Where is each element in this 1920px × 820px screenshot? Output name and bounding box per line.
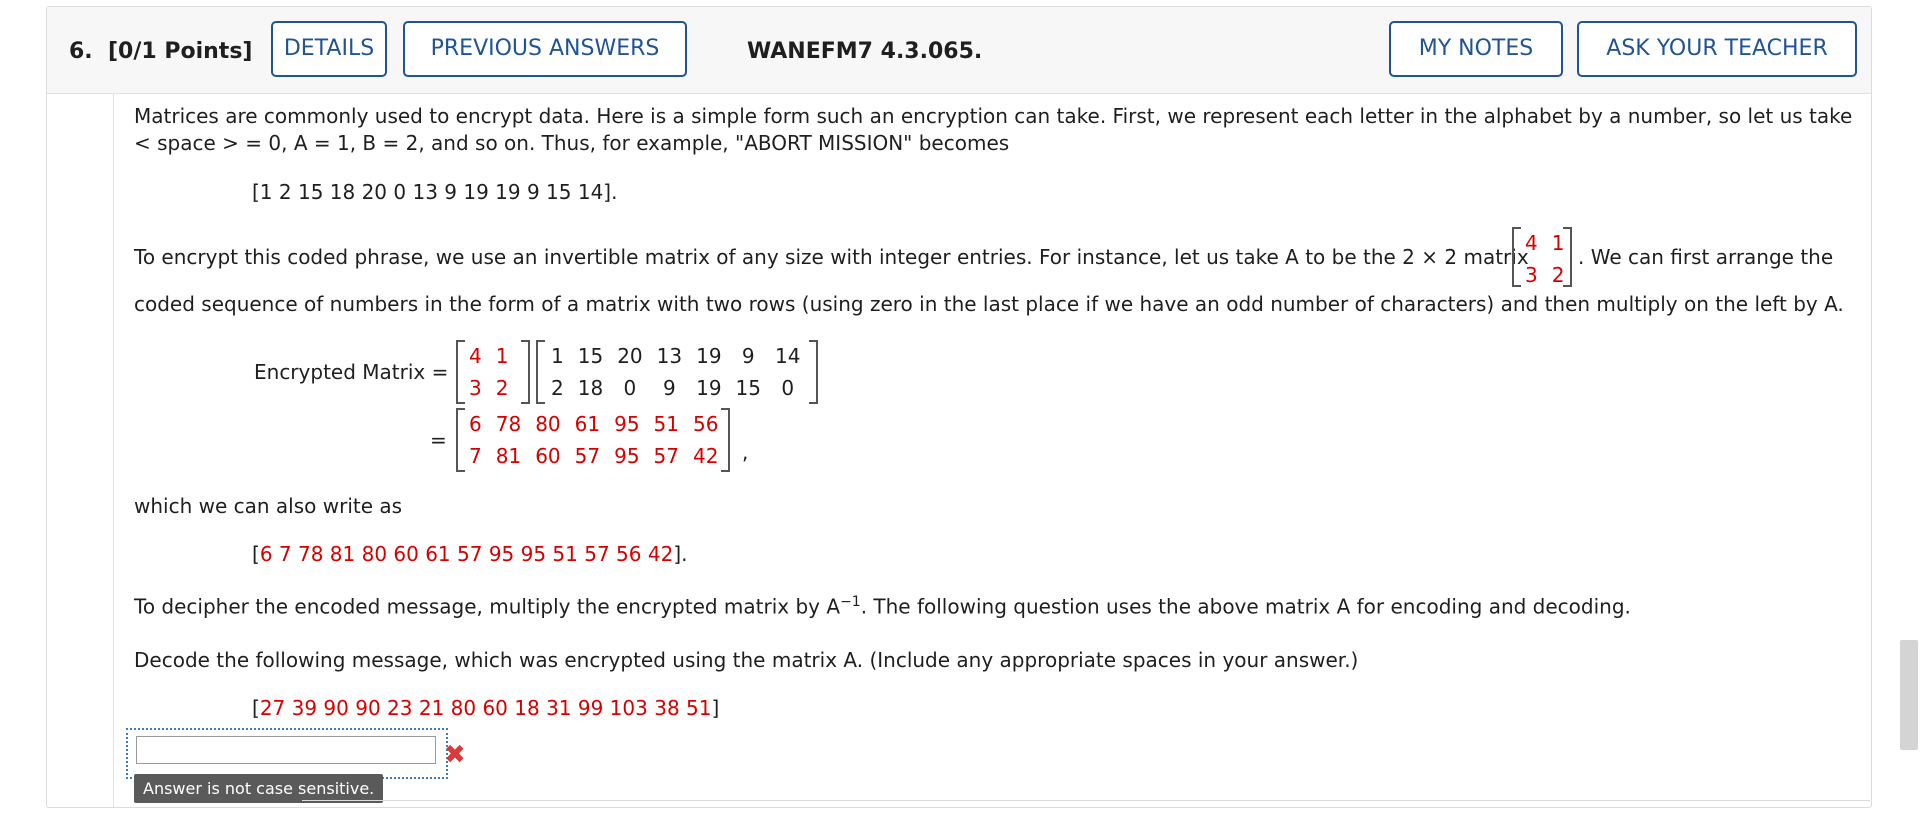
coded-matrix-cell: 19	[696, 376, 722, 400]
decipher-text: To decipher the encoded message, multiply the encrypted matrix by $A^{-1}$. The following question uses the above matrix A for encoding and decoding.	[134, 594, 1631, 619]
question-id: WANEFM7 4.3.065.	[747, 39, 983, 64]
matrix-a-product-cell: 2	[495, 376, 509, 400]
previous-answers-button[interactable]: PREVIOUS ANSWERS	[403, 21, 687, 77]
coded-matrix-cell: 19	[696, 344, 722, 368]
matrix-a-product-cell: 4	[469, 344, 482, 368]
encrypted-matrix-cell: 57	[653, 444, 679, 468]
equals-sign: =	[430, 428, 447, 452]
answer-tooltip: Answer is not case sensitive.	[134, 774, 383, 803]
decode-instructions: Decode the following message, which was encrypted using the matrix A. (Include any appropriate spaces in your answer.)	[134, 648, 1359, 672]
matrix-a-product-cell: 3	[469, 376, 482, 400]
answer-input[interactable]	[136, 736, 436, 764]
matrix-a-cell: 3	[1525, 263, 1538, 287]
ask-your-teacher-button[interactable]: ASK YOUR TEACHER	[1577, 21, 1857, 77]
coded-matrix-cell: 0	[781, 376, 795, 400]
coded-matrix	[536, 340, 818, 404]
bottom-rule	[302, 800, 1870, 801]
coded-matrix-cell: 2	[551, 376, 564, 400]
coded-matrix-cell: 20	[617, 344, 643, 368]
intro-line-1: Matrices are commonly used to encrypt data. Here is a simple form such an encryption can take. First, we represent each letter in the alphabet by a number, so let us take	[134, 104, 1853, 128]
message-vector: [27 39 90 90 23 21 80 60 18 31 99 103 38 51]	[252, 696, 720, 720]
coded-matrix-cell: 13	[656, 344, 683, 368]
scrollbar[interactable]	[1896, 0, 1920, 820]
encrypted-matrix-cell: 95	[614, 444, 640, 468]
coded-matrix-cell: 15	[735, 376, 761, 400]
matrix-a-product-cell: 1	[495, 344, 509, 368]
also-write-text: which we can also write as	[134, 494, 403, 518]
encrypted-matrix	[456, 408, 730, 472]
coded-matrix-cell: 18	[577, 376, 604, 400]
matrix-a-cell: 1	[1551, 231, 1565, 255]
question-number-points: 6. [0/1 Points]	[69, 39, 253, 64]
encrypt-line-1: To encrypt this coded phrase, we use an invertible matrix of any size with integer entries. For instance, let us take A to be the 2 × 2 matrix	[134, 245, 1529, 269]
encrypted-matrix-cell: 57	[574, 444, 601, 468]
encrypted-matrix-cell: 51	[653, 412, 679, 436]
matrix-a	[1512, 227, 1572, 287]
scrollbar-thumb[interactable]	[1900, 640, 1918, 750]
encrypted-matrix-cell: 7	[469, 444, 482, 468]
answer-focus-box	[126, 728, 448, 779]
encrypted-matrix-cell: 56	[693, 412, 719, 436]
encrypted-matrix-cell: 95	[614, 412, 640, 436]
encrypt-line-1-end: . We can first arrange the	[1578, 245, 1834, 269]
matrix-a-in-product	[456, 340, 530, 404]
encrypted-matrix-cell: 60	[535, 444, 561, 468]
matrix-a-cell: 4	[1525, 231, 1538, 255]
encrypt-line-2: coded sequence of numbers in the form of a matrix with two rows (using zero in the last place if we have an odd number of characters) and then multiply on the left by A.	[134, 292, 1844, 316]
encrypted-matrix-cell: 81	[495, 444, 522, 468]
encoded-vector: [6 7 78 81 80 60 61 57 95 95 51 57 56 42].	[252, 542, 688, 566]
x-icon: ✖	[444, 740, 466, 770]
coded-matrix-cell: 0	[623, 376, 637, 400]
example-vector: [1 2 15 18 20 0 13 9 19 19 9 15 14].	[252, 180, 618, 204]
coded-matrix-cell: 1	[551, 344, 564, 368]
matrix-comma: ,	[742, 440, 749, 464]
coded-matrix-cell: 14	[775, 344, 801, 368]
details-button[interactable]: DETAILS	[271, 21, 387, 77]
coded-matrix-cell: 15	[577, 344, 604, 368]
encrypted-matrix-cell: 6	[469, 412, 482, 436]
my-notes-button[interactable]: MY NOTES	[1389, 21, 1563, 77]
encrypted-matrix-cell: 78	[495, 412, 522, 436]
encrypted-matrix-cell: 61	[574, 412, 601, 436]
encrypted-matrix-cell: 80	[535, 412, 561, 436]
intro-line-2: < space > = 0, A = 1, B = 2, and so on. Thus, for example, "ABORT MISSION" becomes	[134, 131, 1010, 155]
encrypted-matrix-cell: 42	[693, 444, 719, 468]
encrypted-matrix-label: Encrypted Matrix =	[254, 360, 449, 384]
coded-matrix-cell: 9	[741, 344, 755, 368]
matrix-a-cell: 2	[1551, 263, 1565, 287]
coded-matrix-cell: 9	[663, 376, 676, 400]
